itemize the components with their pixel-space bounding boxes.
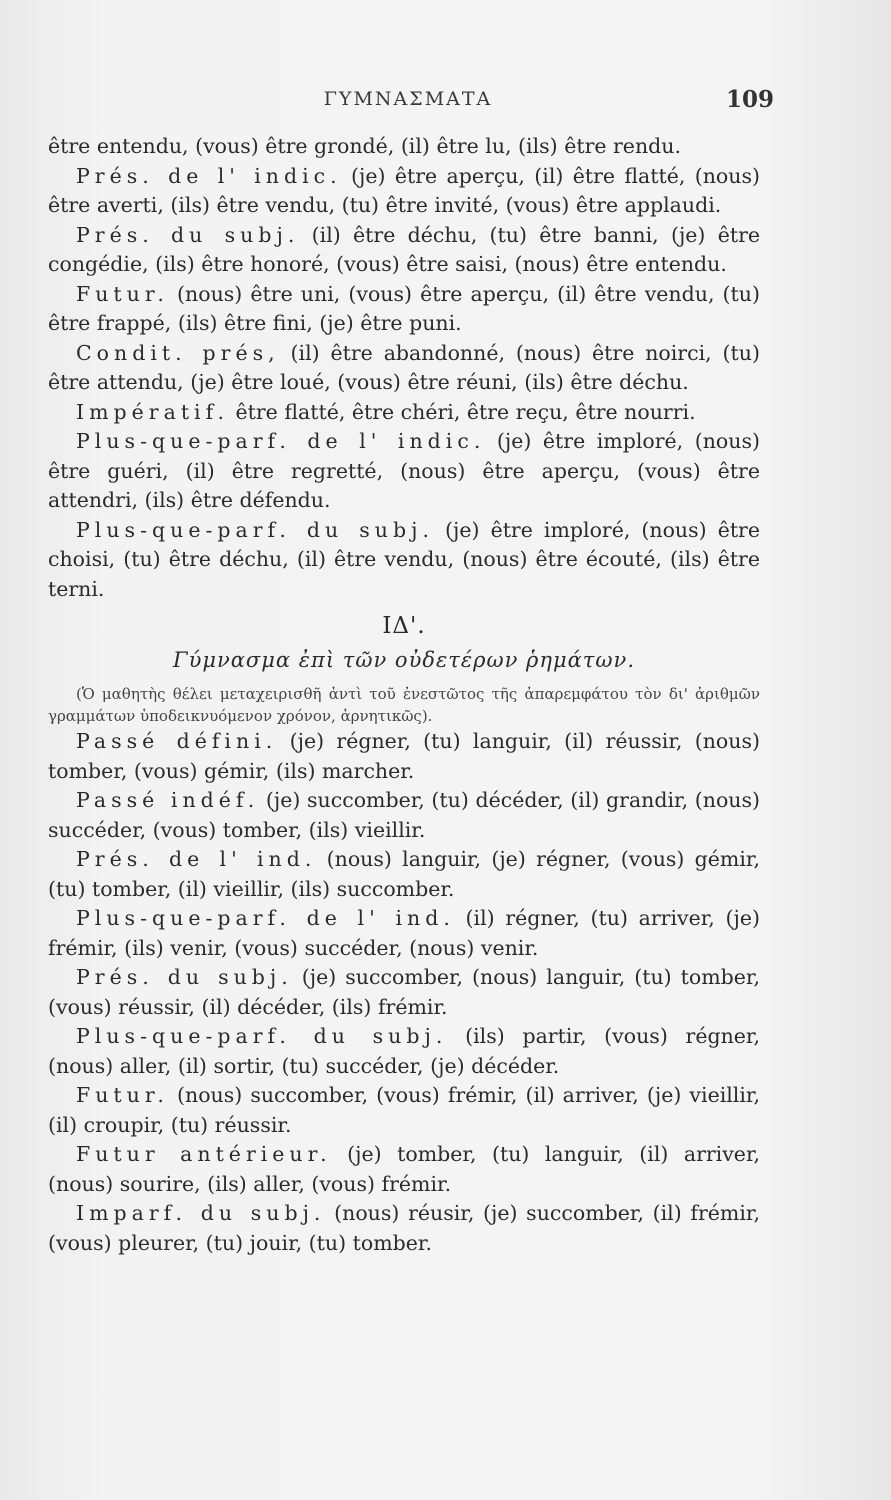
paragraph-text: (il) être déchu, (tu) être banni, (je) être congédie, (ils) être honoré, (vous) être saisi, (nous) être entendu.: [48, 222, 761, 276]
paragraph: [48, 1140, 760, 1199]
tense-label: Plus-que-parf. du subj.: [76, 517, 435, 542]
paragraph-text: être flatté, être chéri, être reçu, être nourri.: [228, 399, 696, 424]
tense-label: Futur.: [76, 281, 169, 306]
tense-label: Passé indéf.: [76, 788, 260, 812]
tense-label: Prés. du subj.: [76, 965, 293, 989]
paragraph: [48, 427, 760, 516]
paragraph-text: (je) succomber, (tu) décéder, (il) grandir, (nous) succéder, (vous) tomber, (ils) vieillir.: [48, 788, 761, 842]
tense-label: Futur antérieur.: [76, 1142, 332, 1166]
exercise-title: Γύμνασμα ἐπὶ τῶν οὐδετέρων ῥημάτων.: [173, 647, 635, 672]
paragraph-text: (nous) être uni, (vous) être aperçu, (il) être vendu, (tu) être frappé, (ils) être fini, (je) être puni.: [48, 281, 760, 335]
paragraph: [48, 845, 760, 904]
paragraph: [48, 280, 760, 339]
tense-label: Prés. de l' ind.: [76, 847, 317, 871]
paragraph: [48, 221, 760, 280]
tense-label: Plus-que-parf. de l' indic.: [76, 429, 486, 453]
paragraph: [48, 398, 760, 428]
paragraph: [48, 339, 760, 398]
tense-label: Prés. du subj.: [76, 222, 300, 247]
paragraph-text: (nous) succomber, (vous) frémir, (il) arriver, (je) vieillir, (il) croupir, (tu) réussir.: [48, 1083, 760, 1137]
tense-label: Impératif.: [76, 399, 229, 424]
paragraph: [48, 1199, 760, 1258]
paragraph: [48, 162, 760, 221]
tense-label: Plus-que-parf. de l' ind.: [76, 906, 455, 930]
tense-label: Plus-que-parf. du subj.: [76, 1024, 448, 1048]
paragraph-text: (je) être imploré, (nous) être choisi, (tu) être déchu, (il) être vendu, (nous) être écouté, (ils) être terni.: [48, 517, 760, 601]
paragraph-text: (je) être aperçu, (il) être flatté, (nous) être averti, (ils) être vendu, (tu) être invité, (vous) être applaudi.: [48, 163, 760, 217]
paragraph: [48, 1081, 760, 1140]
page-header: [48, 86, 774, 128]
tense-label: Futur.: [76, 1083, 169, 1107]
section-number: ΙΔ'.: [382, 613, 426, 639]
paragraph: [48, 727, 760, 786]
paragraph-text: être entendu, (vous) être grondé, (il) être lu, (ils) être rendu.: [48, 134, 681, 158]
tense-label: Passé défini.: [76, 729, 278, 753]
paragraph-text: (il) régner, (tu) arriver, (je) frémir, (ils) venir, (vous) succéder, (nous) venir.: [48, 906, 761, 960]
paragraph-text: (je) régner, (tu) languir, (il) réussir, (nous) tomber, (vous) gémir, (ils) marcher.: [48, 729, 760, 783]
paragraph: [48, 516, 760, 605]
paragraph-text: (je) succomber, (nous) languir, (tu) tomber, (vous) réussir, (il) décéder, (ils) frémir.: [48, 965, 760, 1019]
paragraph-text: (il) être abandonné, (nous) être noirci, (tu) être attendu, (je) être loué, (vous) être réuni, (ils) être déchu.: [48, 340, 760, 394]
exercise-instruction: (Ὁ μαθητὴς θέλει μεταχειρισθῆ ἀντὶ τοῦ ἐνεστῶτος τῆς ἀπαρεμφάτου τὸν δι' ἀριθμῶν γραμμάτων ὑποδεικνυόμενον χρόνον, ἀρνητικῶς).: [48, 685, 760, 725]
paragraph: [48, 1022, 760, 1081]
paragraph-text: (nous) languir, (je) régner, (vous) gémir, (tu) tomber, (il) vieillir, (ils) succomber.: [48, 847, 760, 901]
paragraph: [48, 132, 760, 162]
running-title: ΓΥΜΝΑΣΜΑΤΑ: [323, 88, 493, 110]
paragraph: [48, 786, 760, 845]
paragraph-text: (nous) réusir, (je) succomber, (il) frémir, (vous) pleurer, (tu) jouir, (tu) tomber.: [48, 1201, 760, 1255]
tense-label: Condit. prés,: [76, 340, 280, 365]
paragraph-text: (ils) partir, (vous) régner, (nous) aller, (il) sortir, (tu) succéder, (je) décéder.: [48, 1024, 760, 1078]
tense-label: Imparf. du subj.: [76, 1201, 326, 1225]
paragraph: [48, 963, 760, 1022]
paragraph-text: (je) être imploré, (nous) être guéri, (il) être regretté, (nous) être aperçu, (vous) être attendri, (ils) être défendu.: [48, 429, 760, 512]
paragraph-text: (je) tomber, (tu) languir, (il) arriver, (nous) sourire, (ils) aller, (vous) frémir.: [48, 1142, 761, 1196]
page-number: 109: [725, 86, 774, 113]
paragraph: [48, 904, 760, 963]
page-body: [48, 132, 760, 1258]
tense-label: Prés. de l' indic.: [76, 163, 342, 188]
